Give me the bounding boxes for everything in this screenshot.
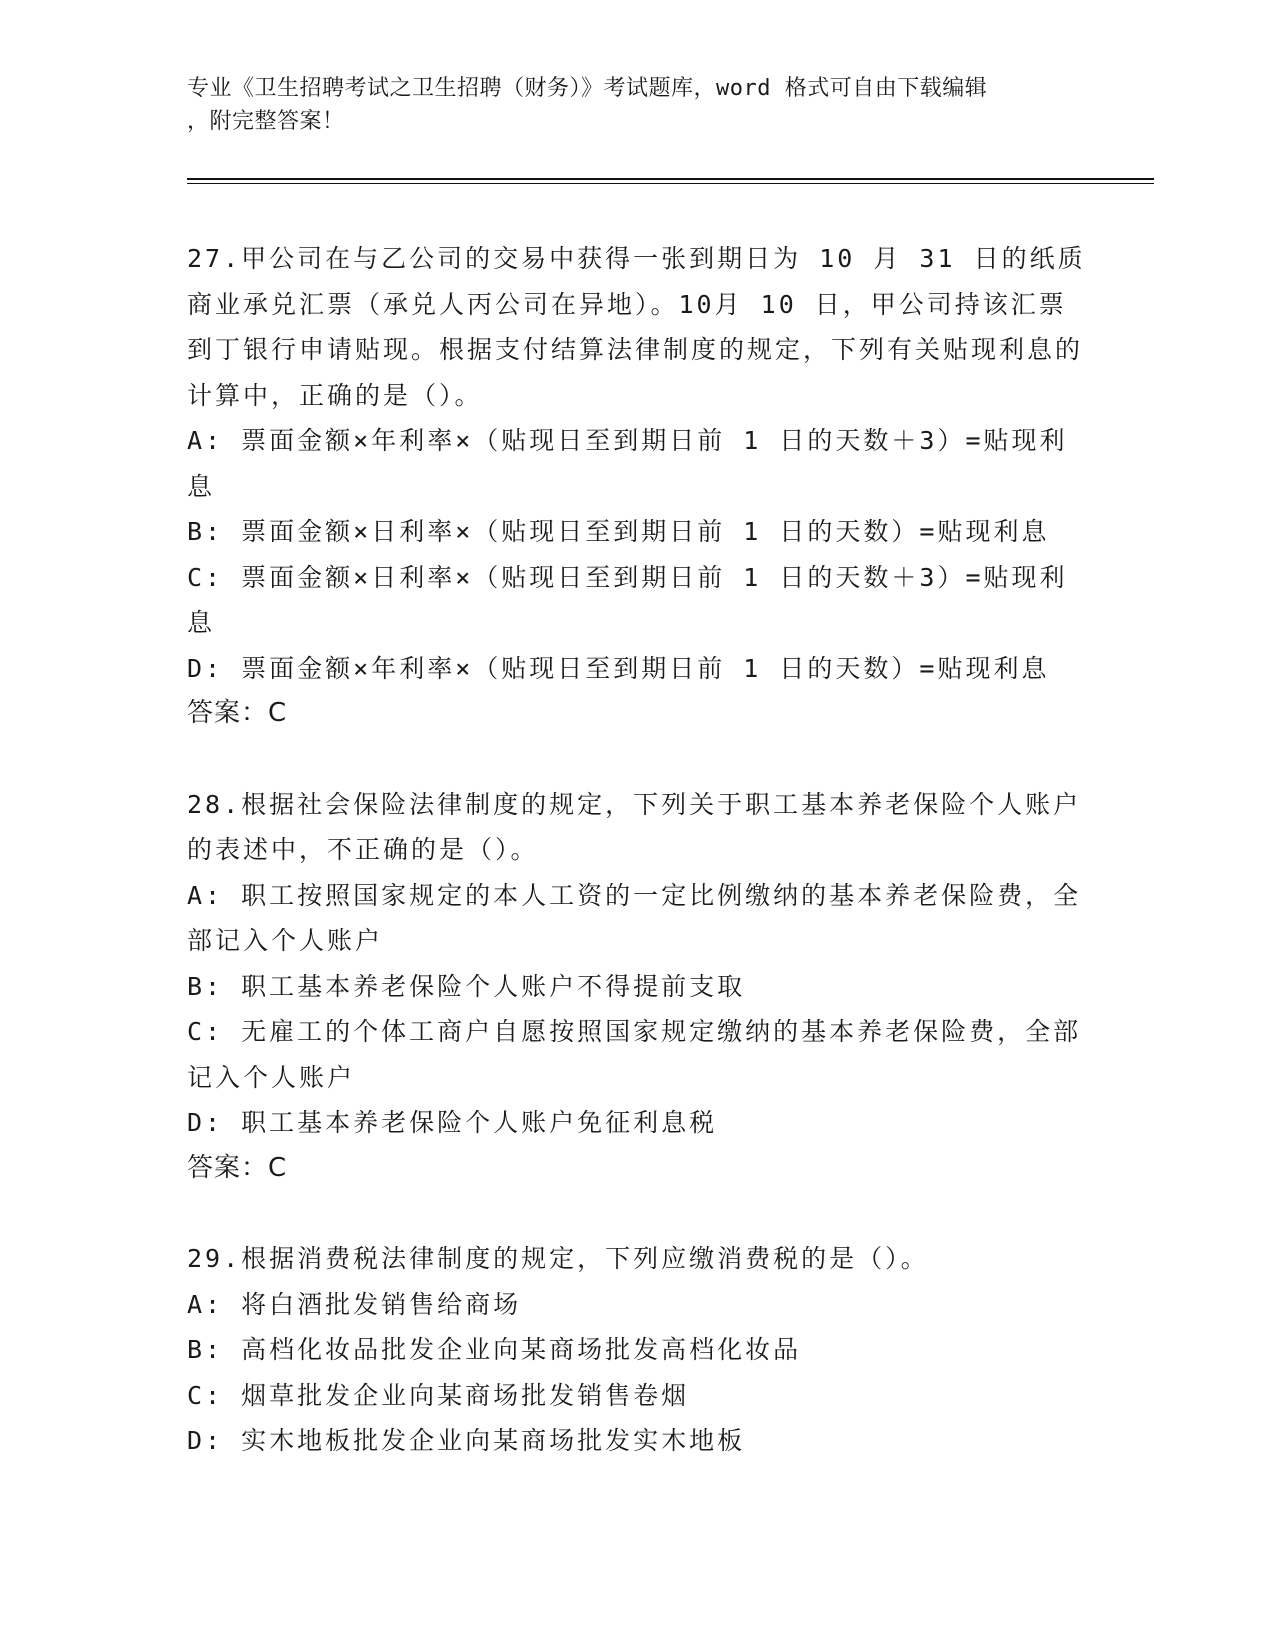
option-d: D: 票面金额×年利率×（贴现日至到期日前 1 日的天数）=贴现利息 [187, 653, 1050, 683]
question-29 [187, 1236, 1087, 1464]
option-d: D: 实木地板批发企业向某商场批发实木地板 [187, 1426, 746, 1455]
question-27 [187, 236, 1087, 737]
question-list [187, 236, 1087, 1509]
option-c: C: 票面金额×日利率×（贴现日至到期日前 1 日的天数＋3）=贴现利息 [187, 562, 1068, 637]
answer-text: 答案：C [187, 698, 288, 728]
header-line: ，附完整答案！ [187, 109, 345, 134]
document-header [187, 72, 1087, 138]
option-d: D: 职工基本养老保险个人账户免征利息税 [187, 1108, 718, 1137]
option-a: A: 职工按照国家规定的本人工资的一定比例缴纳的基本养老保险费，全部记入个人账户 [187, 880, 1082, 955]
header-line: 专业《卫生招聘考试之卫生招聘（财务）》考试题库，word 格式可自由下载编辑 [187, 76, 988, 101]
header-divider [187, 178, 1154, 180]
answer-text: 答案：C [187, 1152, 288, 1183]
question-stem: 27.甲公司在与乙公司的交易中获得一张到期日为 10 月 31 日的纸质商业承兑汇票（承兑人丙公司在异地）。10月 10 日，甲公司持该汇票到丁银行申请贴现。根据支付结算法律制度的规定，下列有关贴现利息的计算中，正确的是（）。 [187, 244, 1086, 410]
option-c: C: 无雇工的个体工商户自愿按照国家规定缴纳的基本养老保险费，全部记入个人账户 [187, 1017, 1082, 1092]
option-b: B: 职工基本养老保险个人账户不得提前支取 [187, 971, 746, 1001]
option-b: B: 票面金额×日利率×（贴现日至到期日前 1 日的天数）=贴现利息 [187, 517, 1050, 546]
header-divider [187, 183, 1154, 184]
option-c: C: 烟草批发企业向某商场批发销售卷烟 [187, 1380, 690, 1410]
option-a: A: 将白酒批发销售给商场 [187, 1289, 522, 1319]
option-a: A: 票面金额×年利率×（贴现日至到期日前 1 日的天数＋3）=贴现利息 [187, 426, 1068, 501]
question-stem: 28.根据社会保险法律制度的规定，下列关于职工基本养老保险个人账户的表述中，不正确的是（）。 [187, 789, 1082, 864]
question-stem: 29.根据消费税法律制度的规定，下列应缴消费税的是（）。 [187, 1244, 929, 1273]
option-b: B: 高档化妆品批发企业向某商场批发高档化妆品 [187, 1335, 802, 1364]
question-28 [187, 782, 1087, 1192]
